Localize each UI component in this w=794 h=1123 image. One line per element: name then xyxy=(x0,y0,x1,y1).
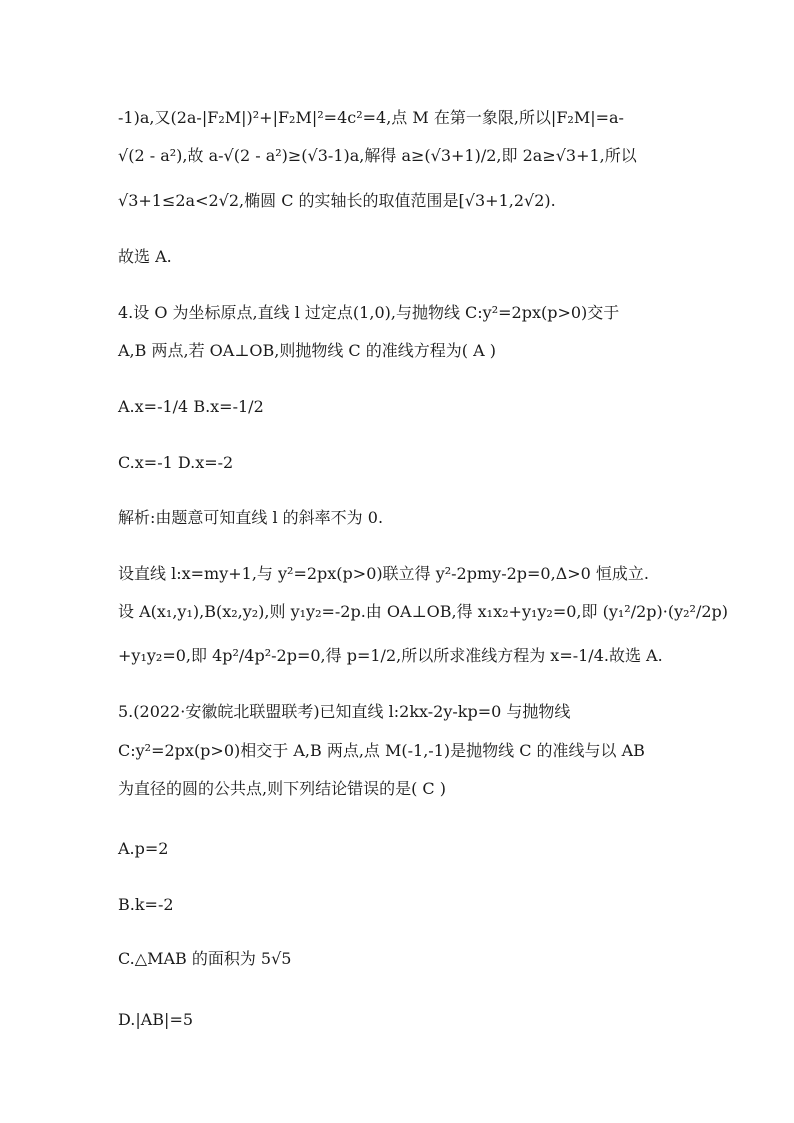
question-5-stem: 为直径的圆的公共点,则下列结论错误的是( C ) xyxy=(118,779,446,798)
solution-line: 设直线 l:x=my+1,与 y²=2px(p>0)联立得 y²-2pmy-2p=0,Δ>0 恒成立. xyxy=(118,564,650,583)
solution-line: 设 A(x₁,y₁),B(x₂,y₂),则 y₁y₂=-2p.由 OA⊥OB,得 x₁x₂+y₁y₂=0,即 (y₁²/2p)·(y₂²/2p) xyxy=(118,602,729,621)
option-a: A.p=2 xyxy=(118,839,169,858)
question-4-options: C.x=-1 D.x=-2 xyxy=(118,453,234,472)
question-4-options: A.x=-1/4 B.x=-1/2 xyxy=(118,397,264,416)
text-line: √3+1≤2a<2√2,椭圆 C 的实轴长的取值范围是[√3+1,2√2). xyxy=(118,191,556,210)
question-5-stem: C:y²=2px(p>0)相交于 A,B 两点,点 M(-1,-1)是抛物线 C 的准线与以 AB xyxy=(118,741,645,760)
text-line: -1)a,又(2a-|F₂M|)²+|F₂M|²=4c²=4,点 M 在第一象限,所以|F₂M|=a- xyxy=(118,108,624,127)
option-c: C.△MAB 的面积为 5√5 xyxy=(118,949,292,968)
option-d: D.|AB|=5 xyxy=(118,1010,194,1029)
solution-heading: 解析:由题意可知直线 l 的斜率不为 0. xyxy=(118,508,384,527)
text-line: √(2 - a²),故 a-√(2 - a²)≥(√3-1)a,解得 a≥(√3+1)/2,即 2a≥√3+1,所以 xyxy=(118,146,637,165)
text-line: 故选 A. xyxy=(118,247,172,266)
option-b: B.k=-2 xyxy=(118,895,174,914)
solution-line: +y₁y₂=0,即 4p²/4p²-2p=0,得 p=1/2,所以所求准线方程为 x=-1/4.故选 A. xyxy=(118,646,663,665)
question-4-stem: 4.设 O 为坐标原点,直线 l 过定点(1,0),与抛物线 C:y²=2px(p>0)交于 xyxy=(118,303,620,322)
question-4-stem: A,B 两点,若 OA⊥OB,则抛物线 C 的准线方程为( A ) xyxy=(118,341,496,360)
question-5-stem: 5.(2022·安徽皖北联盟联考)已知直线 l:2kx-2y-kp=0 与抛物线 xyxy=(118,702,571,721)
